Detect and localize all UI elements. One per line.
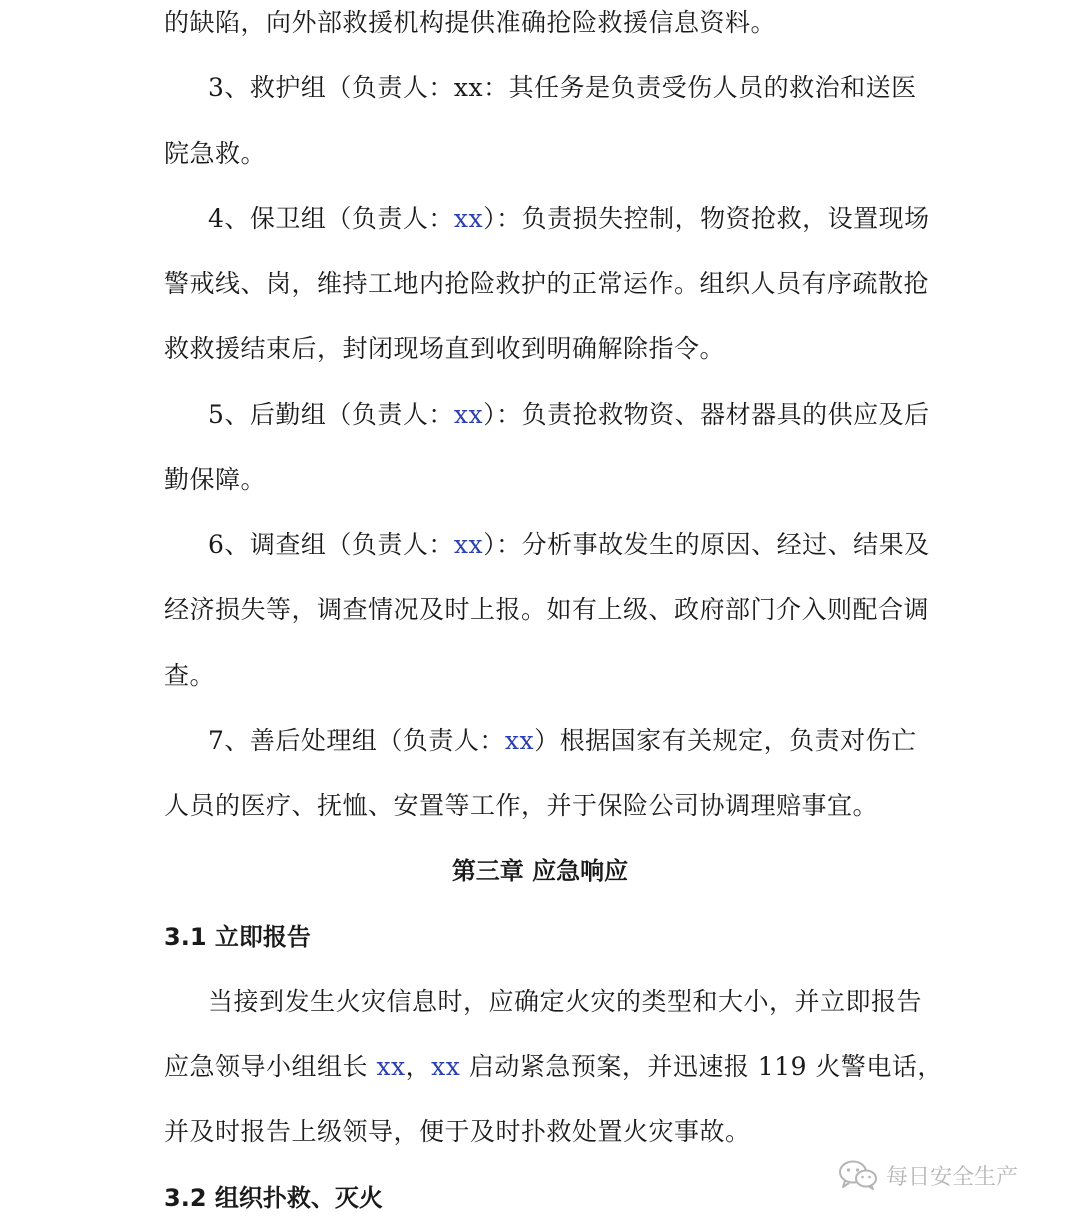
paragraph-line [208,724,968,758]
section-heading: 3.2 组织扑救、灭火 [164,1184,383,1212]
paragraph-line: 并及时报告上级领导，便于及时扑救处置火灾事故。 [164,1117,751,1146]
text-segment: ）：负责抢救物资、器材器具的供应及后 [483,400,930,429]
paragraph-line: 院急救。 [164,139,267,168]
text-segment: ）：分析事故发生的原因、经过、结果及 [483,530,930,559]
text-segment: ， [405,1052,432,1081]
watermark-text: 每日安全生产 [886,1164,1019,1190]
placeholder-name: xx [376,1052,406,1081]
paragraph-line [164,1050,943,1084]
text-segment: 4、保卫组（负责人： [208,204,454,233]
chapter-heading: 第三章 应急响应 [451,857,629,885]
paragraph-line: 救救援结束后，封闭现场直到收到明确解除指令。 [164,334,726,363]
paragraph-line: 勤保障。 [164,465,267,494]
paragraph-line: 查。 [164,661,216,690]
text-segment: 5、后勤组（负责人： [208,400,454,429]
paragraph-line: 的缺陷，向外部救援机构提供准确抢险救援信息资料。 [164,8,777,37]
text-segment: 6、调查组（负责人： [208,530,454,559]
placeholder-name: xx [453,204,484,233]
paragraph-line: 当接到发生火灾信息时，应确定火灾的类型和大小，并立即报告 [208,987,923,1016]
placeholder-name: xx [431,1052,461,1081]
paragraph-line [208,202,968,236]
paragraph-line: 经济损失等，调查情况及时上报。如有上级、政府部门介入则配合调 [164,595,930,624]
text-segment: 启动紧急预案，并迅速报 119 火警电话， [460,1052,943,1081]
text-segment: ）：负责损失控制，物资抢救，设置现场 [483,204,930,233]
section-heading: 3.1 立即报告 [164,923,311,951]
wechat-icon [838,1159,878,1191]
paragraph-line: 警戒线、岗，维持工地内抢险救护的正常运作。组织人员有序疏散抢 [164,269,930,298]
placeholder-name: xx [453,400,484,429]
paragraph-line [208,528,968,562]
paragraph-line [208,398,968,432]
watermark [838,1157,1018,1193]
text-segment: 7、善后处理组（负责人： [208,726,505,755]
paragraph-line: 3、救护组（负责人：xx：其任务是负责受伤人员的救治和送医 [208,73,917,102]
placeholder-name: xx [504,726,535,755]
placeholder-name: xx [453,530,484,559]
text-segment: 应急领导小组组长 [164,1052,377,1081]
paragraph-line: 人员的医疗、抚恤、安置等工作，并于保险公司协调理赔事宜。 [164,791,879,820]
text-segment: ）根据国家有关规定，负责对伤亡 [534,726,917,755]
